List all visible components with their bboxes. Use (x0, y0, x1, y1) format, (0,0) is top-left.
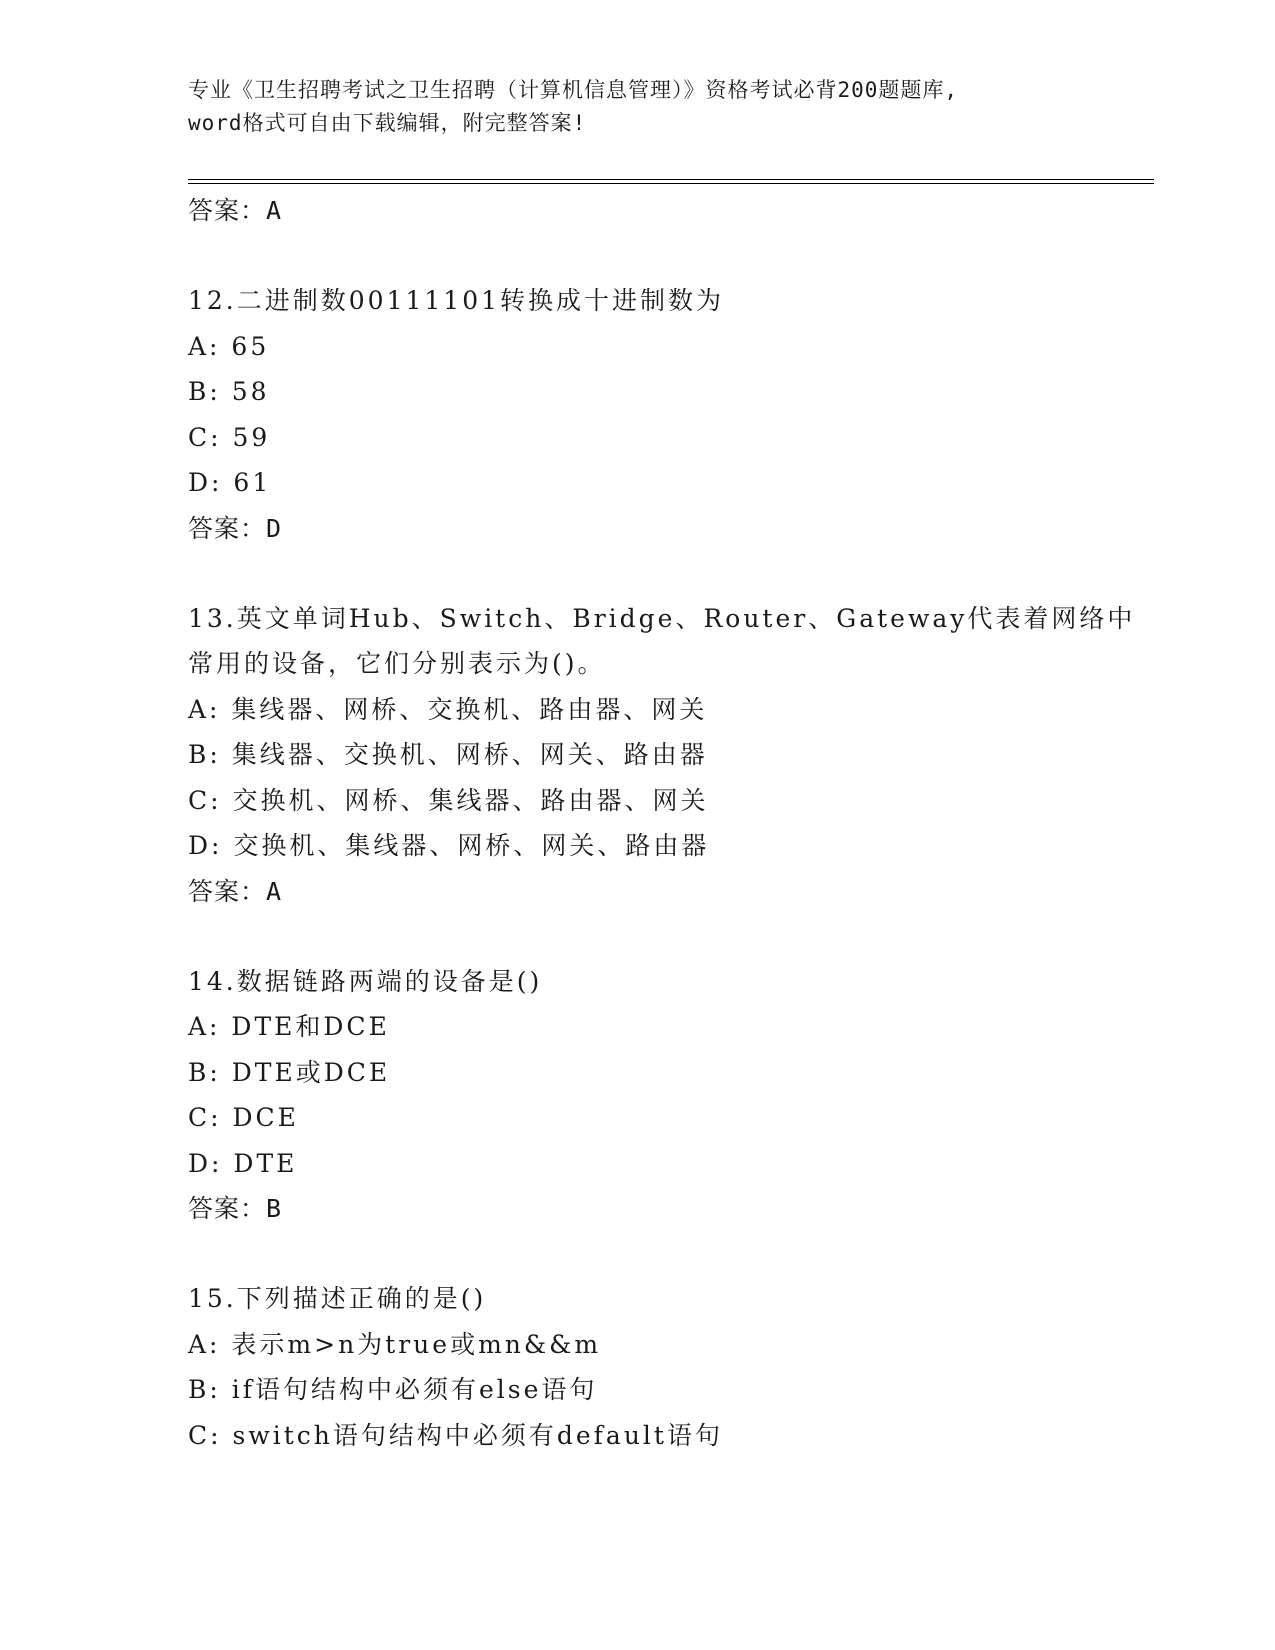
header-rule-bottom (188, 183, 1154, 184)
option-b: B: DTE或DCE (188, 1057, 391, 1087)
answer-line: 答案：D (188, 513, 283, 543)
option-c: C: 交换机、网桥、集线器、路由器、网关 (188, 785, 709, 815)
option-c: C: 59 (188, 422, 271, 452)
answer-line: 答案：A (188, 876, 283, 906)
option-b: B: 58 (188, 377, 270, 406)
question-text-continued: 常用的设备，它们分别表示为()。 (188, 649, 606, 678)
question-text: 12.二进制数00111101转换成十进制数为 (188, 286, 725, 315)
header-title-line-1: 专业《卫生招聘考试之卫生招聘（计算机信息管理）》资格考试必背200题题库, (188, 78, 959, 102)
previous-answer: 答案：A (188, 196, 283, 225)
option-a: A: 集线器、网桥、交换机、路由器、网关 (188, 694, 708, 724)
header-title-line-2: word格式可自由下载编辑，附完整答案! (188, 111, 587, 135)
question-text: 14.数据链路两端的设备是() (188, 966, 543, 996)
document-header (188, 74, 1088, 140)
option-b: B: 集线器、交换机、网桥、网关、路由器 (188, 740, 708, 769)
option-d: D: 61 (188, 468, 272, 497)
spacer (188, 915, 1148, 959)
option-c: C: switch语句结构中必须有default语句 (188, 1420, 723, 1450)
answer-line: 答案：B (188, 1194, 283, 1223)
question-text: 15.下列描述正确的是() (188, 1284, 487, 1313)
option-a: A: 65 (188, 331, 270, 361)
question-list (188, 188, 1148, 1458)
spacer (188, 1232, 1148, 1276)
spacer (188, 234, 1148, 278)
question-block (188, 596, 1148, 915)
question-block (188, 278, 1148, 552)
question-text: 13.英文单词Hub、Switch、Bridge、Router、Gateway代表着网络中 (188, 603, 1136, 633)
option-d: D: DTE (188, 1148, 298, 1178)
option-a: A: 表示m>n为true或mn&&m (188, 1329, 602, 1359)
spacer (188, 552, 1148, 596)
question-block (188, 1276, 1148, 1458)
option-b: B: if语句结构中必须有else语句 (188, 1375, 598, 1404)
header-rule-top (188, 179, 1154, 180)
question-block (188, 959, 1148, 1233)
option-c: C: DCE (188, 1103, 299, 1132)
option-d: D: 交换机、集线器、网桥、网关、路由器 (188, 831, 710, 860)
option-a: A: DTE和DCE (188, 1012, 390, 1041)
